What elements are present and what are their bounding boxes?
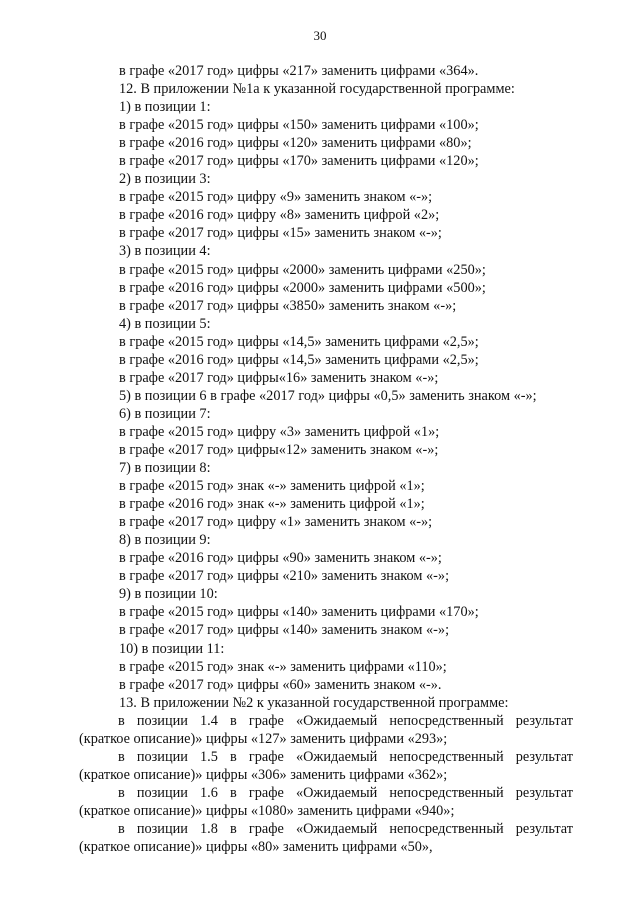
text-line: в графе «2017 год» цифры «15» заменить знаком «-»; — [119, 225, 442, 242]
text-line: (краткое описание)» цифры «1080» заменить цифрами «940»; — [79, 802, 455, 819]
text-line: в графе «2015 год» знак «-» заменить цифрой «1»; — [119, 478, 425, 495]
text-line: (краткое описание)» цифры «306» заменить цифрами «362»; — [79, 766, 448, 783]
text-line: в графе «2017 год» цифры «3850» заменить знаком «-»; — [119, 297, 457, 314]
text-line: в графе «2017 год» цифры «217» заменить цифрами «364». — [119, 63, 479, 79]
text-line: 3) в позиции 4: — [119, 243, 211, 260]
text-line: в графе «2015 год» цифры «150» заменить цифрами «100»; — [119, 117, 479, 134]
text-line: в графе «2016 год» цифры «14,5» заменить цифрами «2,5»; — [119, 351, 479, 368]
text-line: в позиции 1.6 в графе «Ожидаемый непосредственный результат — [118, 784, 573, 801]
text-line: в графе «2017 год» цифру «1» заменить знаком «-»; — [119, 514, 433, 531]
text-line: в графе «2017 год» цифры«12» заменить знаком «-»; — [119, 441, 439, 458]
text-line: в графе «2016 год» знак «-» заменить цифрой «1»; — [119, 496, 425, 513]
text-line: (краткое описание)» цифры «127» заменить цифрами «293»; — [79, 730, 448, 747]
text-line: 13. В приложении №2 к указанной государственной программе: — [119, 694, 509, 711]
text-line: 12. В приложении №1а к указанной государственной программе: — [119, 81, 515, 98]
text-line: в графе «2016 год» цифры «2000» заменить цифрами «500»; — [119, 279, 486, 296]
text-line: 10) в позиции 11: — [119, 640, 225, 657]
text-line: 1) в позиции 1: — [119, 99, 211, 116]
text-line: 9) в позиции 10: — [119, 586, 218, 603]
text-line: в графе «2015 год» знак «-» заменить цифрами «110»; — [119, 658, 447, 675]
page-number: 30 — [313, 28, 327, 43]
text-line: в графе «2015 год» цифры «2000» заменить цифрами «250»; — [119, 261, 486, 278]
text-line: в графе «2015 год» цифру «9» заменить знаком «-»; — [119, 189, 433, 206]
text-line: 5) в позиции 6 в графе «2017 год» цифры «0,5» заменить знаком «-»; — [119, 387, 537, 404]
text-line: 6) в позиции 7: — [119, 405, 211, 422]
text-line: в графе «2017 год» цифры «210» заменить знаком «-»; — [119, 568, 450, 585]
text-line: в позиции 1.8 в графе «Ожидаемый непосредственный результат — [118, 820, 573, 837]
text-line: (краткое описание)» цифры «80» заменить цифрами «50», — [79, 839, 433, 856]
text-line: в графе «2017 год» цифры«16» заменить знаком «-»; — [119, 369, 439, 386]
text-line: в позиции 1.5 в графе «Ожидаемый непосредственный результат — [118, 748, 573, 765]
text-line: в графе «2017 год» цифры «60» заменить знаком «-». — [119, 676, 442, 693]
text-line: в графе «2015 год» цифру «3» заменить цифрой «1»; — [119, 423, 440, 440]
text-line: в графе «2015 год» цифры «14,5» заменить цифрами «2,5»; — [119, 333, 479, 350]
text-line: 7) в позиции 8: — [119, 460, 211, 477]
text-line: в графе «2017 год» цифры «170» заменить цифрами «120»; — [119, 153, 479, 170]
text-line: в графе «2017 год» цифры «140» заменить знаком «-»; — [119, 622, 450, 639]
text-line: 4) в позиции 5: — [119, 315, 211, 332]
text-line: в графе «2015 год» цифры «140» заменить цифрами «170»; — [119, 604, 479, 621]
document-body — [79, 62, 573, 856]
text-line: в графе «2016 год» цифры «120» заменить цифрами «80»; — [119, 135, 472, 152]
text-line: 2) в позиции 3: — [119, 171, 211, 188]
text-line: в позиции 1.4 в графе «Ожидаемый непосредственный результат — [118, 712, 573, 729]
text-line: 8) в позиции 9: — [119, 532, 211, 549]
text-line: в графе «2016 год» цифры «90» заменить знаком «-»; — [119, 550, 442, 567]
text-line: в графе «2016 год» цифру «8» заменить цифрой «2»; — [119, 207, 440, 224]
